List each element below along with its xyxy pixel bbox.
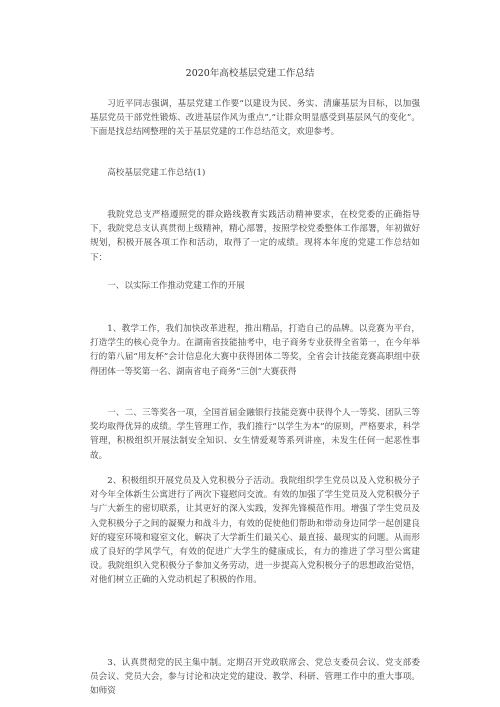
document-title: 2020年高校基层党建工作总结 <box>185 68 315 79</box>
paragraph-3: 一、二、三等奖各一项，全国首届金融银行技能竞赛中获得个人一等奖、团队三等奖均取得优异的成绩。学生管理工作，我们推行“以学生为本”的原则，严格要求，科学管理，积极组织开展法制安全知识、女生情爱观等系列讲座，未发生任何一起恶性事故。 <box>90 408 420 461</box>
intro-paragraph: 习近平同志强调，基层党建工作要“以建设为民、务实、清廉基层为目标，以加强基层党员干部党性锻炼、改进基层作风为重点”,“让群众明显感受到基层风气的变化”。下面是找总结网整理的关于基层党建的工作总结范文，欢迎参考。 <box>90 99 420 138</box>
heading-1: 一、以实际工作推动党建工作的开展 <box>107 281 245 291</box>
section-title: 高校基层党建工作总结(1) <box>107 168 206 178</box>
paragraph-4: 2、积极组织开展党员及入党积极分子活动。我院组织学生党员以及入党积极分子对今年全体新生公寓进行了两次下寝慰问交流。有效的加强了学生党员及入党积极分子与广大新生的密切联系，让其更好的深入实践，发挥先锋模范作用。增强了学生党员及入党积极分子之间的凝聚力和战斗力，有效的促使他们帮助和带动身边同学一起创建良好的寝室环境和寝室文化，解决了大学新生们最关心、最直接、最现实的问题。从而形成了良好的学风学气，有效的促进广大学生的健康成长，有力的推进了学习型公寓建设。我院组织入党积极分子参加义务劳动，进一步提高入党积极分子的思想政治觉悟，对他们树立正确的入党动机起了积极的作用。 <box>90 476 420 586</box>
paragraph-2: 1、教学工作，我们加快改革进程，推出精品，打造自己的品牌。以竞赛为平台，打造学生的核心竞争力。在湖南省技能抽考中，电子商务专业获得全省第一，在今年举行的第八届“用友杯”会计信息化大赛中获得团体二等奖，全省会计技能竞赛高职组中获得团体一等奖第一名、湖南省电子商务“三创”大赛获得 <box>90 324 420 377</box>
paragraph-5: 3、认真贯彻党的民主集中制。定期召开党政联席会、党总支委员会议、党支部委员会议、党员大会，参与讨论和决定党的建设、教学、科研、管理工作中的重大事项。如师资 <box>90 658 420 697</box>
paragraph-1: 我院党总支严格遵照党的群众路线教育实践活动精神要求，在校党委的正确指导下，我院党总支认真贯彻上级精神，精心部署，按照学校党委整体工作部署，年初做好规划，积极开展各项工作和活动，取得了一定的成绩。现将本年度的党建工作总结如下： <box>90 210 420 263</box>
